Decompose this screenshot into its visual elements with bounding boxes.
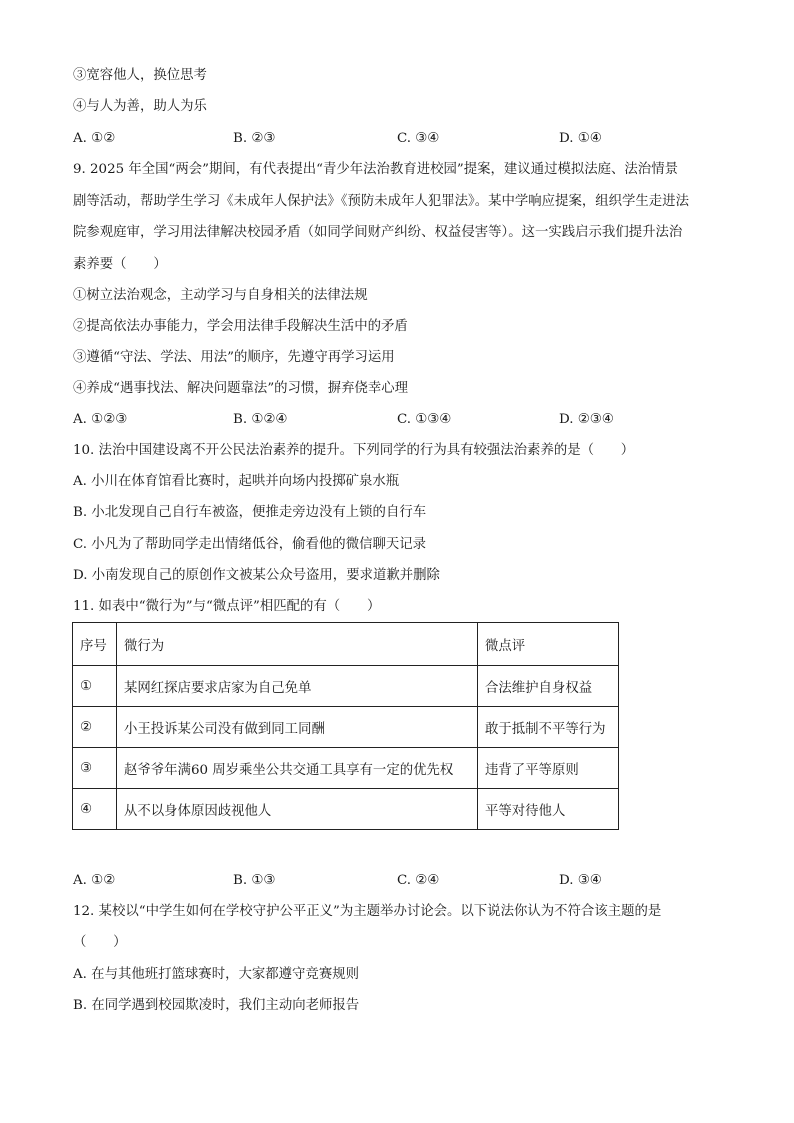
answer-options xyxy=(73,129,733,149)
question-12-stem: 12. 某校以“中学生如何在学校守护公平正义”为主题举办讨论会。以下说法你认为不符合该主题的是 xyxy=(73,904,662,919)
table-header-cell: 微点评 xyxy=(478,623,619,666)
question-9-item: ③遵循“守法、学法、用法”的顺序，先遵守再学习运用 xyxy=(73,350,395,365)
table-cell: ③ xyxy=(73,748,117,789)
table-cell: 违背了平等原则 xyxy=(478,748,619,789)
question-10-stem: 10. 法治中国建设离不开公民法治素养的提升。下列同学的行为具有较强法治素养的是（ ） xyxy=(73,443,635,458)
table-cell: 小王投诉某公司没有做到同工同酬 xyxy=(117,707,478,748)
table-row xyxy=(73,748,619,789)
table-cell: 从不以身体原因歧视他人 xyxy=(117,789,478,830)
question-12-choice-a: A. 在与其他班打篮球赛时，大家都遵守竞赛规则 xyxy=(73,967,359,982)
table-row xyxy=(73,707,619,748)
question-10-choice-a: A. 小川在体育馆看比赛时，起哄并向场内投掷矿泉水瓶 xyxy=(73,474,400,489)
table-header-cell: 序号 xyxy=(73,623,117,666)
table-header-row xyxy=(73,623,619,666)
table-cell: ④ xyxy=(73,789,117,830)
question-9-options xyxy=(73,410,733,430)
answer-option-d: D. ③④ xyxy=(559,873,602,888)
question-9-item: ②提高依法办事能力，学会用法律手段解决生活中的矛盾 xyxy=(73,319,408,334)
table-cell: 赵爷爷年满60 周岁乘坐公共交通工具享有一定的优先权 xyxy=(117,748,478,789)
answer-option-b: B. ①②④ xyxy=(233,412,288,427)
table-cell: ① xyxy=(73,666,117,707)
answer-option-a: A. ①② xyxy=(73,873,116,888)
question-9-item: ①树立法治观念，主动学习与自身相关的法律法规 xyxy=(73,288,368,303)
table-cell: ② xyxy=(73,707,117,748)
question-9-stem-line: 院参观庭审，学习用法律解决校园矛盾（如同学间财产纠纷、权益侵害等）。这一实践启示我们提升法治 xyxy=(73,225,683,240)
answer-option-b: B. ①③ xyxy=(233,873,276,888)
question-10-choice-d: D. 小南发现自己的原创作文被某公众号盗用，要求道歉并删除 xyxy=(73,568,440,583)
question-9-stem-line: 9. 2025 年全国“两会”期间，有代表提出“青少年法治教育进校园”提案，建议通过模拟法庭、法治情景 xyxy=(73,162,678,177)
question-12-stem-cont: （ ） xyxy=(73,935,127,950)
table-row xyxy=(73,789,619,830)
answer-option-b: B. ②③ xyxy=(233,131,276,146)
question-10-choice-c: C. 小凡为了帮助同学走出情绪低谷，偷看他的微信聊天记录 xyxy=(73,537,427,552)
answer-option-d: D. ②③④ xyxy=(559,412,614,427)
question-12-choice-b: B. 在同学遇到校园欺凌时，我们主动向老师报告 xyxy=(73,998,360,1013)
question-11-stem: 11. 如表中“微行为”与“微点评”相匹配的有（ ） xyxy=(73,599,381,614)
table-cell: 平等对待他人 xyxy=(478,789,619,830)
question-11-table xyxy=(72,622,619,830)
answer-option-c: C. ①③④ xyxy=(397,412,452,427)
answer-option-a: A. ①② xyxy=(73,131,116,146)
answer-option-a: A. ①②③ xyxy=(73,412,128,427)
question-10-choice-b: B. 小北发现自己自行车被盗，便推走旁边没有上锁的自行车 xyxy=(73,505,427,520)
table-cell: 合法维护自身权益 xyxy=(478,666,619,707)
question-9-stem-line: 素养要（ ） xyxy=(73,257,167,272)
question-9-stem-line: 剧等活动，帮助学生学习《未成年人保护法》《预防未成年人犯罪法》。某中学响应提案，组织学生走进法 xyxy=(73,194,689,209)
answer-option-c: C. ③④ xyxy=(397,131,440,146)
table-cell: 某网红探店要求店家为自己免单 xyxy=(117,666,478,707)
answer-option-d: D. ①④ xyxy=(559,131,602,146)
option-item: ④与人为善，助人为乐 xyxy=(73,99,207,114)
question-9-item: ④养成“遇事找法、解决问题靠法”的习惯，摒弃侥幸心理 xyxy=(73,381,409,396)
answer-option-c: C. ②④ xyxy=(397,873,440,888)
table-cell: 敢于抵制不平等行为 xyxy=(478,707,619,748)
table-row xyxy=(73,666,619,707)
option-item: ③宽容他人，换位思考 xyxy=(73,68,207,83)
table-header-cell: 微行为 xyxy=(117,623,478,666)
question-11-options xyxy=(73,871,733,891)
